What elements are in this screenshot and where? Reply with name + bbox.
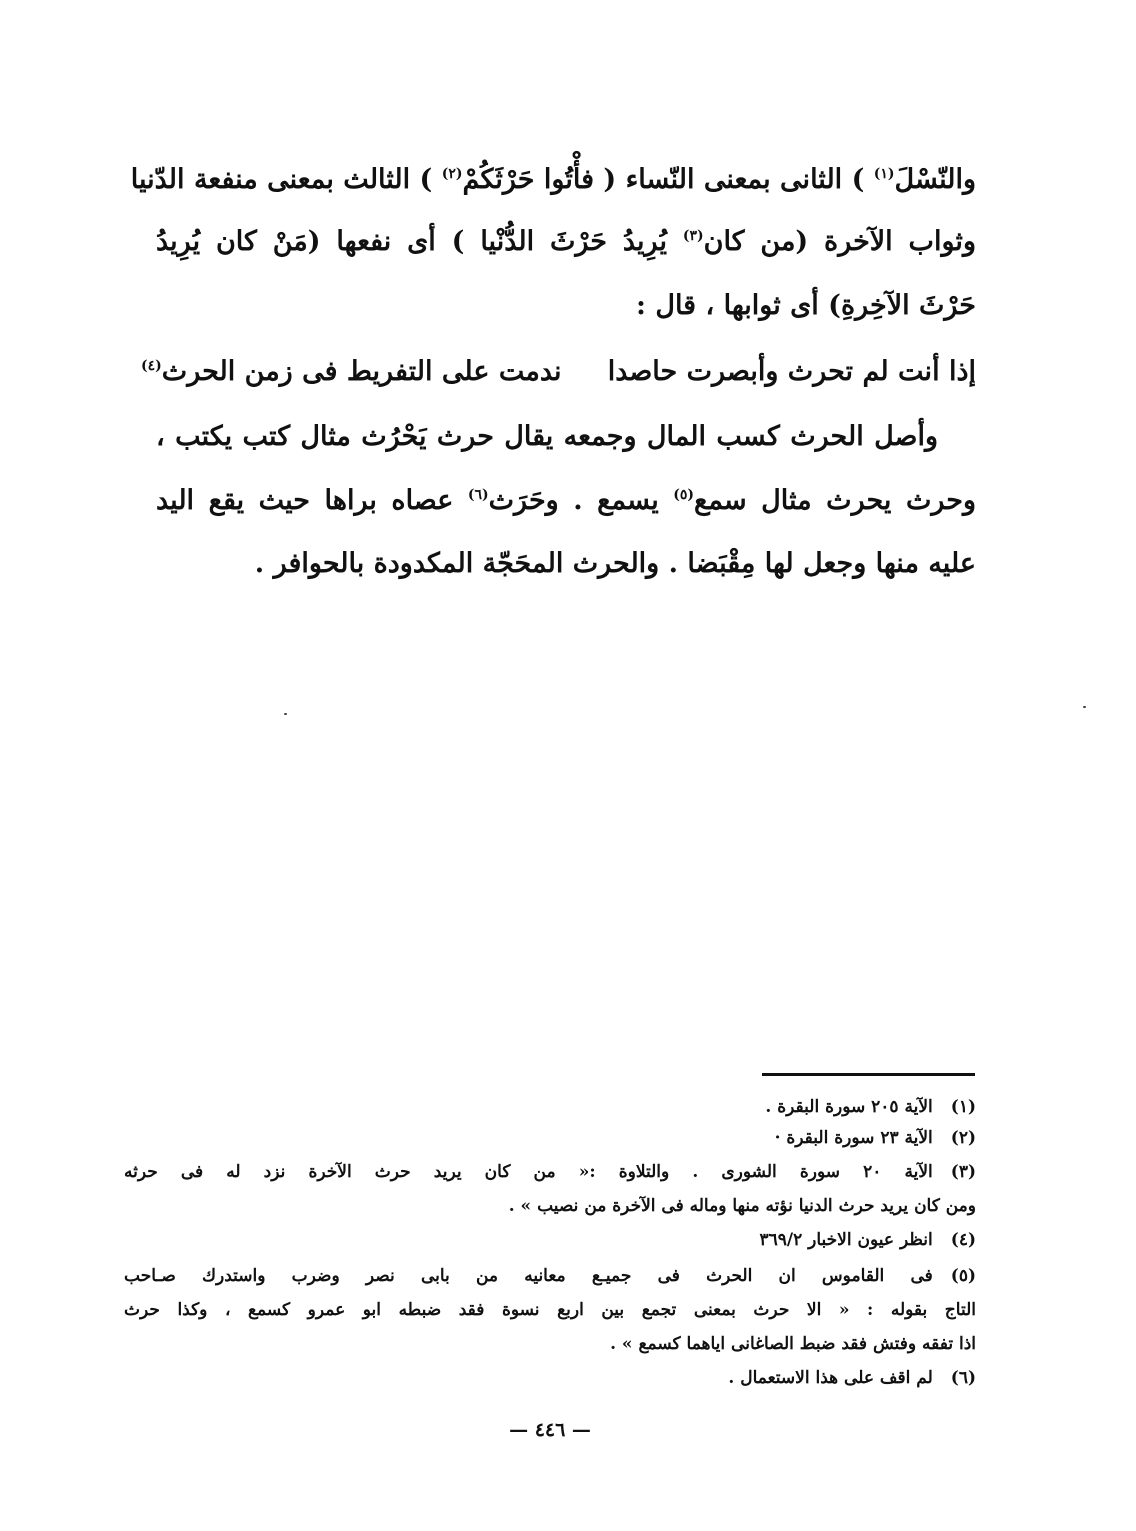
footnote-2 [775,1126,976,1150]
footnote-separator [762,1073,975,1076]
body-text: ) الثالث بمعنى منفعة الدّنيا [130,164,433,195]
body-text: وأصل الحرث كسب المال وجمعه يقال حرث يَحْرُث مثال كتب يكتب ، [156,421,938,452]
body-text: يسمع . وحَرَث [488,485,659,516]
verse-second-hemistich [141,352,562,392]
footnote-ref-5[interactable]: (٥) [673,487,695,503]
verse-second-hemistich-text: ندمت على التفريط فى زمن الحرث [161,356,562,387]
footnote-number: (٣) [950,1162,977,1182]
footnote-number: (٢) [950,1128,976,1148]
footnote-4 [760,1228,977,1252]
page-number: — ٤٤٦ — [509,1419,591,1441]
scan-speck [1083,706,1086,708]
footnote-5 [124,1264,976,1288]
footnote-number: (٥) [950,1266,976,1286]
footnote-text: انظر عيون الاخبار ٣٦٩/٢ [759,1230,933,1250]
body-text: عليه منها وجعل لها مِقْبَضا . والحرث المحَجّة المكدودة بالحوافر . [254,548,976,579]
poetry-verse [141,352,976,392]
body-line-1 [130,160,976,200]
footnote-text: ومن كان يريد حرث الدنيا نؤته منها وماله فى الآخرة من نصيب » . [508,1196,976,1216]
verse-first-hemistich: إذا أنت لم تحرث وأبصرت حاصدا [607,356,976,387]
footnote-3 [124,1160,976,1184]
footnote-text: التاج بقوله : « الا حرث بمعنى تجمع بين اربع نسوة فقد ضبطه ابو عمرو كسمع ، وكذا حرث [124,1300,976,1320]
footnote-5-continued-2 [610,1332,976,1356]
footnote-number: (١) [950,1097,976,1117]
body-text: ) الثانى بمعنى النّساء ( فأْتُوا حَرْثَكُمْ [462,164,865,195]
footnote-ref-2[interactable]: (٢) [441,166,463,182]
paragraph-line-3 [156,544,976,584]
footnote-text: فى القاموس ان الحرث فى جميـع معانيه من بابى نصر وضرب واستدرك صـاحب [124,1266,933,1286]
footnote-text: اذا تفقه وفتش فقد ضبط الصاغانى اياهما كسمع » . [610,1334,976,1354]
footnote-ref-1[interactable]: (١) [873,166,895,182]
footnote-number: (٦) [950,1368,976,1388]
body-text: وثواب الآخرة (من كان [703,226,976,257]
body-text: عصاه براها حيث يقع اليد [156,485,454,516]
footnote-text: الآية ٢٣ سورة البقرة · [774,1128,933,1148]
body-text: والنّسْلَ [894,164,976,195]
footnote-ref-6[interactable]: (٦) [467,487,489,503]
footnote-ref-4[interactable]: (٤) [141,358,162,374]
footnote-3-continued [509,1194,976,1218]
footnote-6 [728,1366,976,1390]
body-line-2 [156,222,976,262]
body-text: يُرِيدُ حَرْثَ الدُّنْيا ) أى نفعها (مَنْ كان يُرِيدُ [156,226,667,257]
scan-speck [284,713,287,715]
footnote-text: لم اقف على هذا الاستعمال . [728,1368,933,1388]
footnote-text: الآية ٢٠٥ سورة البقرة . [765,1097,933,1117]
footnote-text: الآية ٢٠ سورة الشورى . والتلاوة :« من كان يريد حرث الآخرة نزد له فى حرثه [124,1162,933,1182]
paragraph-line-2 [156,481,976,521]
footnote-5-continued [124,1298,976,1322]
body-text: حَرْثَ الآخِرةِ) أى ثوابها ، قال : [635,290,976,321]
body-text: وحرث يحرث مثال سمع [694,485,976,516]
paragraph-line-1 [156,417,976,457]
footnote-1 [765,1095,976,1119]
footnote-ref-3[interactable]: (٣) [682,228,704,244]
body-line-3 [156,286,976,326]
footnote-number: (٤) [950,1230,976,1250]
